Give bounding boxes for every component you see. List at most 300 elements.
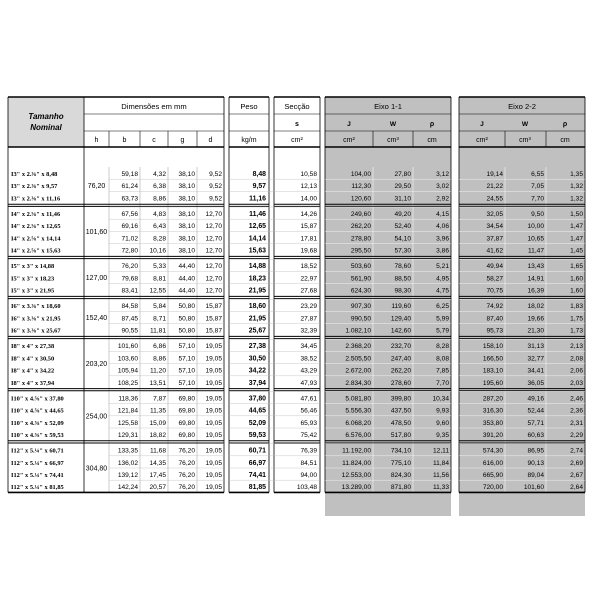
j1-value: 1.082,10 xyxy=(345,327,371,335)
w1-value: 517,80 xyxy=(390,432,411,439)
s-value: 76,39 xyxy=(300,447,317,455)
j2-value: 87,40 xyxy=(486,315,503,323)
w2-value: 9,50 xyxy=(531,211,544,218)
c-value: 8,71 xyxy=(153,315,166,323)
p1-value: 8,08 xyxy=(436,355,449,363)
j1-symbol: J xyxy=(347,121,351,128)
w2-value: 86,95 xyxy=(527,447,544,455)
peso-value: 60,71 xyxy=(248,447,266,455)
c-value: 8,86 xyxy=(153,355,166,363)
g-value: 50,80 xyxy=(178,327,195,335)
size-label: I4" x 2.⅝" x 15,63 xyxy=(11,247,61,255)
w2-value: 57,71 xyxy=(527,419,544,427)
size-label: I12" x 5.¼" x 74,41 xyxy=(11,472,64,479)
h-value: 101,60 xyxy=(85,229,108,236)
w2-value: 32,77 xyxy=(527,355,544,363)
c-value: 4,32 xyxy=(153,171,166,178)
s-value: 75,42 xyxy=(300,432,317,439)
w1-value: 871,80 xyxy=(390,484,411,492)
g-value: 38,10 xyxy=(178,183,195,191)
b-value: 72,80 xyxy=(121,247,138,255)
j1-value: 5.081,80 xyxy=(345,395,371,403)
j1-value: 295,50 xyxy=(350,247,371,255)
s-value: 19,68 xyxy=(300,247,317,255)
size-label: I8" x 4" x 30,50 xyxy=(11,355,55,363)
b-value: 90,55 xyxy=(121,327,138,335)
s-value: 23,29 xyxy=(300,303,317,311)
s-value: 27,68 xyxy=(300,287,317,295)
g-value: 57,10 xyxy=(178,343,195,351)
d-value: 19,05 xyxy=(205,367,222,375)
c-value: 17,45 xyxy=(149,472,166,479)
j2-value: 41,62 xyxy=(486,247,503,255)
p1-value: 7,70 xyxy=(436,379,449,387)
j2-value: 195,60 xyxy=(482,379,503,387)
p2-value: 2,29 xyxy=(570,432,583,439)
unit-label: kg/m xyxy=(241,137,257,144)
c-value: 15,09 xyxy=(149,419,166,427)
s-value: 10,58 xyxy=(300,171,317,178)
peso-value: 11,16 xyxy=(249,195,266,203)
w2-value: 11,47 xyxy=(527,247,544,255)
w1-value: 49,20 xyxy=(394,211,411,218)
unit-label: cm³ xyxy=(387,137,399,144)
g-value: 38,10 xyxy=(178,223,195,231)
j2-value: 19,14 xyxy=(486,171,503,178)
s-value: 43,29 xyxy=(300,367,317,375)
j1-value: 624,30 xyxy=(350,287,371,295)
w2-value: 89,04 xyxy=(527,472,544,479)
g-value: 38,10 xyxy=(178,235,195,243)
w1-value: 119,60 xyxy=(391,303,411,311)
w2-value: 13,43 xyxy=(527,263,544,271)
p1-value: 5,21 xyxy=(436,263,449,271)
j1-value: 13.289,00 xyxy=(341,484,371,492)
size-label: I8" x 4" x 27,38 xyxy=(11,343,55,351)
d-value: 19,05 xyxy=(205,395,222,403)
d-value: 9,52 xyxy=(209,171,222,178)
peso-value: 44,65 xyxy=(248,407,266,415)
b-value: 69,16 xyxy=(121,223,138,231)
s-value: 14,26 xyxy=(300,211,317,218)
w1-value: 478,50 xyxy=(390,419,411,427)
j1-value: 990,50 xyxy=(350,315,371,323)
p1-value: 8,28 xyxy=(436,343,449,351)
j2-value: 574,30 xyxy=(482,447,503,455)
p2-value: 1,65 xyxy=(570,263,583,271)
w2-symbol: W xyxy=(521,121,529,128)
b-value: 71,02 xyxy=(121,235,138,243)
p1-value: 11,33 xyxy=(432,484,449,492)
d-value: 9,52 xyxy=(209,195,222,203)
p1-value: 10,34 xyxy=(432,395,449,403)
w2-value: 18,02 xyxy=(527,303,544,311)
size-label: I6" x 3.⅜" x 25,67 xyxy=(11,327,61,335)
p1-value: 3,86 xyxy=(436,247,449,255)
s-value: 22,97 xyxy=(300,275,317,283)
b-value: 142,24 xyxy=(117,484,138,492)
d-value: 12,70 xyxy=(205,275,222,283)
c-value: 6,38 xyxy=(153,183,166,191)
c-value: 20,57 xyxy=(149,484,166,492)
size-label: I10" x 4.⅝" x 37,80 xyxy=(11,395,64,403)
peso-value: 18,23 xyxy=(248,275,266,283)
w2-value: 90,13 xyxy=(527,459,544,467)
size-label: I6" x 3.⅜" x 21,95 xyxy=(11,315,61,323)
d-value: 12,70 xyxy=(205,247,222,255)
j1-value: 6.576,00 xyxy=(345,432,371,439)
p2-value: 1,75 xyxy=(570,315,583,323)
g-value: 76,20 xyxy=(178,484,195,492)
b-value: 79,68 xyxy=(121,275,138,283)
p2-value: 1,60 xyxy=(570,287,583,295)
b-value: 105,94 xyxy=(117,367,138,375)
j1-value: 11.824,00 xyxy=(342,459,371,467)
w1-value: 31,10 xyxy=(394,195,411,203)
peso-value: 37,80 xyxy=(248,395,266,403)
s-value: 32,39 xyxy=(300,327,317,335)
d-value: 19,05 xyxy=(205,343,222,351)
p1-value: 3,12 xyxy=(436,171,449,178)
s-value: 14,00 xyxy=(300,195,317,203)
w1-value: 29,50 xyxy=(394,183,411,191)
c-value: 18,82 xyxy=(149,432,166,439)
g-value: 38,10 xyxy=(178,247,195,255)
c-value: 11,68 xyxy=(149,447,166,455)
p2-value: 1,73 xyxy=(570,327,583,335)
size-label: I10" x 4.⅝" x 59,53 xyxy=(11,432,64,439)
h-value: 304,80 xyxy=(85,465,108,473)
j2-value: 166,50 xyxy=(482,355,503,363)
peso-value: 15,63 xyxy=(248,247,266,255)
p2-value: 2,69 xyxy=(570,459,583,467)
w1-value: 824,30 xyxy=(390,472,411,479)
j1-value: 262,20 xyxy=(350,223,371,231)
size-label: I12" x 5.¼" x 81,85 xyxy=(11,484,64,492)
c-value: 11,81 xyxy=(149,327,166,335)
d-value: 19,05 xyxy=(205,484,222,492)
c-value: 4,83 xyxy=(153,211,166,218)
s-value: 34,45 xyxy=(300,343,317,351)
peso-value: 30,50 xyxy=(248,355,266,363)
size-label: I12" x 5.¼" x 60,71 xyxy=(11,447,64,455)
peso-value: 14,14 xyxy=(248,235,266,243)
h-value: 254,00 xyxy=(85,413,108,421)
w1-value: 262,20 xyxy=(390,367,411,375)
s-value: 17,81 xyxy=(300,235,317,243)
peso-value: 37,94 xyxy=(248,379,266,387)
p1-value: 4,95 xyxy=(436,275,449,283)
size-label: I12" x 5.¼" x 66,97 xyxy=(11,459,64,467)
c-value: 13,51 xyxy=(149,379,166,387)
d-value: 12,70 xyxy=(205,287,222,295)
s-value: 15,87 xyxy=(300,223,317,231)
j1-value: 249,60 xyxy=(350,211,371,218)
size-label: I3" x 2.⅜" x 11,16 xyxy=(11,195,61,203)
b-value: 59,18 xyxy=(121,171,138,178)
b-value: 61,24 xyxy=(121,183,138,191)
j2-value: 24,55 xyxy=(486,195,503,203)
size-label: I5" x 3" x 21,95 xyxy=(11,287,55,295)
b-value: 136,02 xyxy=(117,459,138,467)
b-value: 108,25 xyxy=(117,379,138,387)
w2-value: 36,05 xyxy=(527,379,544,387)
p2-value: 2,67 xyxy=(570,472,583,479)
p1-value: 3,02 xyxy=(436,183,449,191)
c-value: 5,84 xyxy=(153,303,166,311)
eixo2-label: Eixo 2-2 xyxy=(508,102,536,111)
p1-value: 12,11 xyxy=(432,447,449,455)
peso-value: 27,38 xyxy=(248,343,266,351)
j1-value: 120,60 xyxy=(350,195,371,203)
w1-value: 399,80 xyxy=(390,395,411,403)
b-value: 87,45 xyxy=(121,315,138,323)
peso-value: 9,57 xyxy=(252,183,266,191)
j1-value: 5.556,30 xyxy=(345,407,371,415)
w2-value: 7,05 xyxy=(531,183,544,191)
tamanho-header-cell xyxy=(8,97,84,147)
b-value: 101,60 xyxy=(117,343,138,351)
g-value: 57,10 xyxy=(178,355,195,363)
w1-value: 278,60 xyxy=(390,379,411,387)
peso-value: 8,48 xyxy=(252,171,266,178)
b-value: 83,41 xyxy=(121,287,138,295)
w2-value: 16,39 xyxy=(527,287,544,295)
g-value: 57,10 xyxy=(178,367,195,375)
size-label: I4" x 2.⅝" x 11,46 xyxy=(11,211,61,218)
s-value: 47,61 xyxy=(300,395,317,403)
p2-value: 2,08 xyxy=(570,355,583,363)
peso-value: 21,95 xyxy=(248,287,266,295)
d-value: 19,05 xyxy=(205,432,222,439)
s-value: 38,52 xyxy=(300,355,317,363)
unit-label: cm² xyxy=(291,137,303,144)
c-value: 8,86 xyxy=(153,195,166,203)
w1-value: 437,50 xyxy=(390,407,411,415)
j1-value: 561,90 xyxy=(350,275,371,283)
size-label: I3" x 2.⅜" x 9,57 xyxy=(11,183,58,191)
j1-value: 278,80 xyxy=(350,235,371,243)
peso-value: 52,09 xyxy=(248,419,266,427)
d-value: 19,05 xyxy=(205,355,222,363)
j2-value: 158,10 xyxy=(482,343,503,351)
c-value: 7,87 xyxy=(153,395,166,403)
d-value: 15,87 xyxy=(205,315,222,323)
size-label: I5" x 3" x 18,23 xyxy=(11,275,55,283)
c-value: 8,81 xyxy=(153,275,166,283)
eixo2-background xyxy=(459,97,585,516)
j1-value: 2.834,30 xyxy=(345,379,371,387)
j2-value: 391,20 xyxy=(482,432,503,439)
w1-value: 54,10 xyxy=(394,235,411,243)
p2-value: 2,13 xyxy=(570,343,583,351)
w1-value: 52,40 xyxy=(394,223,411,231)
g-value: 69,80 xyxy=(178,395,195,403)
g-value: 76,20 xyxy=(178,447,195,455)
b-value: 76,20 xyxy=(121,263,138,271)
b-value: 63,73 xyxy=(121,195,138,203)
s-value: 84,51 xyxy=(300,459,317,467)
j2-value: 37,87 xyxy=(486,235,503,243)
h-value: 76,20 xyxy=(87,182,106,190)
unit-label: c xyxy=(152,137,156,144)
w1-value: 142,60 xyxy=(390,327,411,335)
p1-value: 4,06 xyxy=(436,223,449,231)
eixo1-label: Eixo 1-1 xyxy=(374,102,402,111)
size-label: I10" x 4.⅝" x 52,09 xyxy=(11,419,64,427)
d-value: 12,70 xyxy=(205,223,222,231)
seccao-label: Secção xyxy=(284,102,310,111)
j2-value: 287,20 xyxy=(482,395,503,403)
b-value: 125,58 xyxy=(117,419,138,427)
size-label: I10" x 4.⅝" x 44,65 xyxy=(11,407,64,415)
unit-label: cm xyxy=(427,137,437,144)
p2-value: 2,36 xyxy=(570,407,583,415)
w1-value: 734,10 xyxy=(390,447,411,455)
c-value: 14,35 xyxy=(149,459,166,467)
j1-value: 12.553,00 xyxy=(341,472,371,479)
d-value: 19,05 xyxy=(205,472,222,479)
p2-value: 2,64 xyxy=(570,484,583,492)
w1-value: 129,40 xyxy=(390,315,411,323)
s-value: 18,52 xyxy=(300,263,317,271)
b-value: 139,12 xyxy=(117,472,138,479)
nominal-label: Nominal xyxy=(30,123,62,132)
c-value: 6,43 xyxy=(153,223,166,231)
c-value: 6,86 xyxy=(153,343,166,351)
j2-value: 665,90 xyxy=(482,472,503,479)
p1-value: 2,92 xyxy=(436,195,449,203)
p2-value: 1,35 xyxy=(570,171,583,178)
p2-value: 1,83 xyxy=(570,303,583,311)
g-value: 69,80 xyxy=(178,432,195,439)
w2-value: 21,30 xyxy=(527,327,544,335)
p2-value: 1,60 xyxy=(570,275,583,283)
size-label: I6" x 3.⅜" x 18,60 xyxy=(11,303,61,311)
p2-value: 1,47 xyxy=(570,235,583,243)
p2-value: 2,74 xyxy=(570,447,583,455)
s-value: 56,46 xyxy=(300,407,317,415)
d-value: 12,70 xyxy=(205,235,222,243)
peso-label: Peso xyxy=(240,102,258,111)
j2-symbol: J xyxy=(480,121,484,128)
w1-value: 247,40 xyxy=(390,355,411,363)
peso-value: 11,46 xyxy=(249,211,266,218)
p1-value: 6,25 xyxy=(436,303,449,311)
p2-value: 1,47 xyxy=(570,223,583,231)
b-value: 118,36 xyxy=(118,395,138,403)
size-label: I4" x 2.⅝" x 14,14 xyxy=(11,235,61,243)
d-value: 12,70 xyxy=(205,211,222,218)
peso-value: 34,22 xyxy=(248,367,266,375)
w1-value: 88,50 xyxy=(394,275,411,283)
d-value: 15,87 xyxy=(205,303,222,311)
w2-value: 34,41 xyxy=(527,367,544,375)
b-value: 121,84 xyxy=(117,407,138,415)
p1-value: 3,96 xyxy=(436,235,449,243)
b-value: 103,60 xyxy=(117,355,138,363)
g-value: 44,40 xyxy=(178,263,195,271)
w1-value: 232,70 xyxy=(390,343,411,351)
p2-value: 1,32 xyxy=(570,183,583,191)
w2-value: 52,44 xyxy=(527,407,544,415)
d-value: 19,05 xyxy=(205,407,222,415)
size-label: I5" x 3" x 14,88 xyxy=(11,263,55,271)
p1-value: 5,99 xyxy=(436,315,449,323)
j2-value: 720,00 xyxy=(482,484,503,492)
peso-value: 14,88 xyxy=(248,263,266,271)
g-value: 38,10 xyxy=(178,211,195,218)
c-value: 11,20 xyxy=(149,367,166,375)
dimensoes-label: Dimensões em mm xyxy=(121,102,187,111)
c-value: 12,55 xyxy=(149,287,166,295)
j2-value: 316,30 xyxy=(482,407,503,415)
p1-value: 11,84 xyxy=(432,459,449,467)
p1-value: 7,85 xyxy=(436,367,449,375)
j2-value: 70,75 xyxy=(486,287,503,295)
p1-value: 4,75 xyxy=(436,287,449,295)
g-value: 38,10 xyxy=(178,195,195,203)
w2-value: 19,66 xyxy=(527,315,544,323)
p1-value: 9,60 xyxy=(436,419,449,427)
p1-symbol: ρ xyxy=(429,121,435,128)
unit-label: cm xyxy=(560,137,570,144)
p2-symbol: ρ xyxy=(562,121,568,128)
j1-value: 6.068,20 xyxy=(345,419,371,427)
p1-value: 9,35 xyxy=(436,432,449,439)
d-value: 9,52 xyxy=(209,183,222,191)
j2-value: 58,27 xyxy=(486,275,503,283)
j2-value: 353,80 xyxy=(482,419,503,427)
g-value: 76,20 xyxy=(178,472,195,479)
peso-value: 81,85 xyxy=(248,484,266,492)
size-label: I8" x 4" x 34,22 xyxy=(11,367,55,375)
w1-value: 98,30 xyxy=(394,287,411,295)
j2-value: 95,73 xyxy=(486,327,503,335)
unit-label: cm³ xyxy=(519,137,531,144)
g-value: 69,80 xyxy=(178,407,195,415)
b-value: 84,58 xyxy=(121,303,138,311)
p2-value: 1,45 xyxy=(570,247,583,255)
j2-value: 21,22 xyxy=(486,183,503,191)
j1-value: 2.368,20 xyxy=(345,343,371,351)
g-value: 76,20 xyxy=(178,459,195,467)
g-value: 44,40 xyxy=(178,275,195,283)
s-value: 103,48 xyxy=(296,484,317,492)
p2-value: 2,46 xyxy=(570,395,583,403)
p1-value: 11,56 xyxy=(432,472,449,479)
w2-value: 7,70 xyxy=(531,195,544,203)
d-value: 19,05 xyxy=(205,447,222,455)
d-value: 15,87 xyxy=(205,327,222,335)
p2-value: 1,32 xyxy=(570,195,583,203)
d-value: 19,05 xyxy=(205,459,222,467)
j2-value: 616,00 xyxy=(482,459,503,467)
j1-value: 2.672,00 xyxy=(345,367,371,375)
c-value: 11,35 xyxy=(149,407,166,415)
b-value: 129,31 xyxy=(117,432,138,439)
w1-value: 27,80 xyxy=(394,171,411,178)
d-value: 19,05 xyxy=(205,379,222,387)
p2-value: 2,06 xyxy=(570,367,583,375)
p1-value: 9,93 xyxy=(436,407,449,415)
j2-value: 183,10 xyxy=(482,367,503,375)
s-value: 65,93 xyxy=(300,419,317,427)
j1-value: 112,30 xyxy=(351,183,371,191)
j2-value: 34,54 xyxy=(486,223,503,231)
unit-label: d xyxy=(208,137,213,144)
s-symbol: s xyxy=(295,121,299,128)
